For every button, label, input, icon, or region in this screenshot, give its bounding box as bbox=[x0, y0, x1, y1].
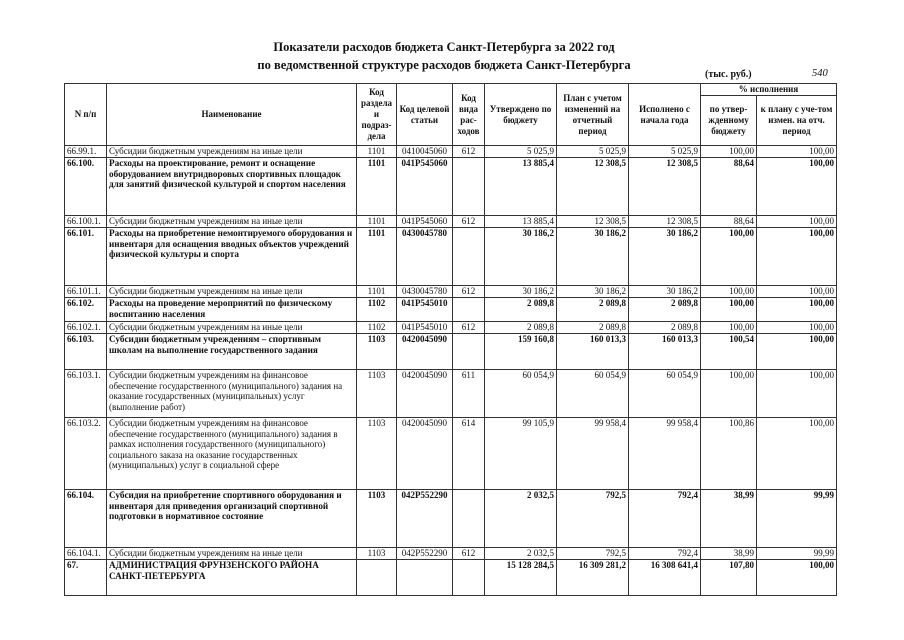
header-nn: N п/п bbox=[65, 84, 107, 146]
row-approved: 13 885,4 bbox=[485, 158, 557, 216]
document-title bbox=[0, 38, 904, 74]
row-name: Субсидия на приобретение спортивного оборудования и инвентаря для приведения организаций спортивной подготовки в нормативное состояние bbox=[107, 490, 357, 548]
table-row bbox=[65, 418, 837, 490]
row-statya-code: 042P552290 bbox=[397, 490, 453, 548]
row-pct-plan: 99,99 bbox=[757, 490, 837, 548]
row-plan: 12 308,5 bbox=[557, 216, 629, 228]
row-pct-plan: 100,00 bbox=[757, 560, 837, 596]
row-razdel-code: 1101 bbox=[357, 158, 397, 216]
header-razdel: Код раздела и подраз-дела bbox=[357, 84, 397, 146]
row-plan: 5 025,9 bbox=[557, 146, 629, 158]
row-approved: 2 089,8 bbox=[485, 322, 557, 334]
row-number: 66.101.1. bbox=[65, 286, 107, 298]
header-name: Наименование bbox=[107, 84, 357, 146]
row-vid-code: 612 bbox=[453, 146, 485, 158]
row-approved: 2 032,5 bbox=[485, 548, 557, 560]
row-number: 66.102.1. bbox=[65, 322, 107, 334]
row-name: Субсидии бюджетным учреждениям на иные цели bbox=[107, 322, 357, 334]
table-row bbox=[65, 560, 837, 596]
table-row bbox=[65, 216, 837, 228]
title-line-1: Показатели расходов бюджета Санкт-Петербурга за 2022 год bbox=[273, 40, 615, 54]
row-number: 66.100.1. bbox=[65, 216, 107, 228]
row-statya-code: 041P545060 bbox=[397, 158, 453, 216]
row-statya-code: 0410045060 bbox=[397, 146, 453, 158]
row-executed: 30 186,2 bbox=[629, 228, 701, 286]
row-approved: 15 128 284,5 bbox=[485, 560, 557, 596]
row-name: Субсидии бюджетным учреждениям на финансовое обеспечение государственного (муниципального) задания на оказание государственных (муниципальных) услуг (выполнение работ) bbox=[107, 370, 357, 418]
row-plan: 12 308,5 bbox=[557, 158, 629, 216]
row-name: Субсидии бюджетным учреждениям на финансовое обеспечение государственного (муниципального) задания в рамках исполнения государственного (муниципального) социального заказа на оказание государственных (муниципальных) услуг в социальной сфере bbox=[107, 418, 357, 490]
row-executed: 160 013,3 bbox=[629, 334, 701, 370]
header-executed: Исполнено с начала года bbox=[629, 84, 701, 146]
row-razdel-code bbox=[357, 560, 397, 596]
row-pct-approved: 38,99 bbox=[701, 548, 757, 560]
row-pct-plan: 100,00 bbox=[757, 216, 837, 228]
title-line-2: по ведомственной структуре расходов бюджета Санкт-Петербурга bbox=[257, 58, 631, 72]
row-pct-plan: 100,00 bbox=[757, 286, 837, 298]
row-executed: 99 958,4 bbox=[629, 418, 701, 490]
row-razdel-code: 1102 bbox=[357, 298, 397, 322]
budget-table bbox=[64, 83, 837, 596]
row-statya-code: 041P545060 bbox=[397, 216, 453, 228]
row-pct-approved: 88,64 bbox=[701, 158, 757, 216]
row-plan: 16 309 281,2 bbox=[557, 560, 629, 596]
row-vid-code: 612 bbox=[453, 286, 485, 298]
row-statya-code: 0430045780 bbox=[397, 228, 453, 286]
row-pct-approved: 88,64 bbox=[701, 216, 757, 228]
row-approved: 13 885,4 bbox=[485, 216, 557, 228]
row-number: 67. bbox=[65, 560, 107, 596]
row-plan: 2 089,8 bbox=[557, 322, 629, 334]
row-razdel-code: 1103 bbox=[357, 548, 397, 560]
row-statya-code: 0420045090 bbox=[397, 370, 453, 418]
header-pct-approved: по утвер-жденному бюджету bbox=[701, 96, 757, 146]
row-pct-plan: 100,00 bbox=[757, 146, 837, 158]
row-vid-code bbox=[453, 298, 485, 322]
table-row bbox=[65, 322, 837, 334]
row-razdel-code: 1101 bbox=[357, 286, 397, 298]
row-executed: 12 308,5 bbox=[629, 216, 701, 228]
row-pct-plan: 99,99 bbox=[757, 548, 837, 560]
row-plan: 792,5 bbox=[557, 490, 629, 548]
row-vid-code: 612 bbox=[453, 216, 485, 228]
row-statya-code: 0420045090 bbox=[397, 334, 453, 370]
row-vid-code: 611 bbox=[453, 370, 485, 418]
row-pct-approved: 100,00 bbox=[701, 370, 757, 418]
row-executed: 30 186,2 bbox=[629, 286, 701, 298]
header-approved: Утверждено по бюджету bbox=[485, 84, 557, 146]
row-statya-code: 041P545010 bbox=[397, 322, 453, 334]
header-statya: Код целевой статьи bbox=[397, 84, 453, 146]
row-pct-approved: 100,00 bbox=[701, 322, 757, 334]
row-plan: 2 089,8 bbox=[557, 298, 629, 322]
row-vid-code bbox=[453, 228, 485, 286]
row-executed: 5 025,9 bbox=[629, 146, 701, 158]
row-number: 66.103. bbox=[65, 334, 107, 370]
row-name: АДМИНИСТРАЦИЯ ФРУНЗЕНСКОГО РАЙОНА САНКТ-ПЕТЕРБУРГА bbox=[107, 560, 357, 596]
row-statya-code: 042P552290 bbox=[397, 548, 453, 560]
row-statya-code: 0420045090 bbox=[397, 418, 453, 490]
row-razdel-code: 1103 bbox=[357, 334, 397, 370]
row-pct-approved: 100,00 bbox=[701, 298, 757, 322]
row-approved: 99 105,9 bbox=[485, 418, 557, 490]
units-label: (тыс. руб.) bbox=[705, 69, 752, 80]
row-pct-plan: 100,00 bbox=[757, 322, 837, 334]
table-row bbox=[65, 298, 837, 322]
row-plan: 792,5 bbox=[557, 548, 629, 560]
table-row bbox=[65, 286, 837, 298]
row-approved: 60 054,9 bbox=[485, 370, 557, 418]
row-approved: 2 089,8 bbox=[485, 298, 557, 322]
row-razdel-code: 1101 bbox=[357, 228, 397, 286]
table-header bbox=[65, 84, 837, 146]
row-number: 66.103.2. bbox=[65, 418, 107, 490]
row-pct-approved: 100,00 bbox=[701, 228, 757, 286]
row-executed: 12 308,5 bbox=[629, 158, 701, 216]
row-executed: 16 308 641,4 bbox=[629, 560, 701, 596]
row-pct-approved: 100,00 bbox=[701, 146, 757, 158]
row-pct-plan: 100,00 bbox=[757, 228, 837, 286]
row-executed: 2 089,8 bbox=[629, 298, 701, 322]
table-body bbox=[65, 146, 837, 596]
row-number: 66.100. bbox=[65, 158, 107, 216]
row-pct-approved: 100,00 bbox=[701, 286, 757, 298]
row-pct-plan: 100,00 bbox=[757, 334, 837, 370]
row-approved: 30 186,2 bbox=[485, 286, 557, 298]
header-plan: План с учетом изменений на отчетный период bbox=[557, 84, 629, 146]
row-vid-code: 614 bbox=[453, 418, 485, 490]
table-row bbox=[65, 334, 837, 370]
header-pct-plan: к плану с уче-том измен. на отч. период bbox=[757, 96, 837, 146]
row-pct-plan: 100,00 bbox=[757, 370, 837, 418]
row-razdel-code: 1103 bbox=[357, 370, 397, 418]
row-number: 66.103.1. bbox=[65, 370, 107, 418]
row-number: 66.99.1. bbox=[65, 146, 107, 158]
row-name: Субсидии бюджетным учреждениям – спортивным школам на выполнение государственного задания bbox=[107, 334, 357, 370]
table-row bbox=[65, 146, 837, 158]
row-executed: 60 054,9 bbox=[629, 370, 701, 418]
row-number: 66.104. bbox=[65, 490, 107, 548]
row-statya-code: 0430045780 bbox=[397, 286, 453, 298]
row-name: Субсидии бюджетным учреждениям на иные цели bbox=[107, 146, 357, 158]
row-name: Субсидии бюджетным учреждениям на иные цели bbox=[107, 216, 357, 228]
row-pct-plan: 100,00 bbox=[757, 418, 837, 490]
row-approved: 5 025,9 bbox=[485, 146, 557, 158]
row-razdel-code: 1103 bbox=[357, 418, 397, 490]
row-razdel-code: 1103 bbox=[357, 490, 397, 548]
row-pct-plan: 100,00 bbox=[757, 298, 837, 322]
row-pct-approved: 38,99 bbox=[701, 490, 757, 548]
table-row bbox=[65, 228, 837, 286]
row-vid-code bbox=[453, 334, 485, 370]
row-pct-approved: 100,54 bbox=[701, 334, 757, 370]
row-vid-code bbox=[453, 158, 485, 216]
row-name: Расходы на проведение мероприятий по физическому воспитанию населения bbox=[107, 298, 357, 322]
row-executed: 2 089,8 bbox=[629, 322, 701, 334]
row-statya-code bbox=[397, 560, 453, 596]
page-number: 540 bbox=[812, 68, 828, 79]
row-pct-approved: 100,86 bbox=[701, 418, 757, 490]
row-razdel-code: 1102 bbox=[357, 322, 397, 334]
table-row bbox=[65, 158, 837, 216]
row-executed: 792,4 bbox=[629, 548, 701, 560]
row-name: Субсидии бюджетным учреждениям на иные цели bbox=[107, 286, 357, 298]
row-plan: 30 186,2 bbox=[557, 286, 629, 298]
row-approved: 2 032,5 bbox=[485, 490, 557, 548]
row-razdel-code: 1101 bbox=[357, 216, 397, 228]
row-plan: 160 013,3 bbox=[557, 334, 629, 370]
row-vid-code: 612 bbox=[453, 548, 485, 560]
row-statya-code: 041P545010 bbox=[397, 298, 453, 322]
row-name: Расходы на приобретение немонтируемого оборудования и инвентаря для оснащения вводных объектов учреждений физической культуры и спорта bbox=[107, 228, 357, 286]
table-row bbox=[65, 370, 837, 418]
row-approved: 159 160,8 bbox=[485, 334, 557, 370]
row-plan: 30 186,2 bbox=[557, 228, 629, 286]
row-name: Расходы на проектирование, ремонт и оснащение оборудованием внутридворовых спортивных площадок для занятий физической культурой и спортом населения bbox=[107, 158, 357, 216]
row-pct-plan: 100,00 bbox=[757, 158, 837, 216]
row-number: 66.102. bbox=[65, 298, 107, 322]
row-pct-approved: 107,80 bbox=[701, 560, 757, 596]
row-name: Субсидии бюджетным учреждениям на иные цели bbox=[107, 548, 357, 560]
row-vid-code bbox=[453, 560, 485, 596]
table-row bbox=[65, 548, 837, 560]
row-plan: 60 054,9 bbox=[557, 370, 629, 418]
row-vid-code bbox=[453, 490, 485, 548]
row-executed: 792,4 bbox=[629, 490, 701, 548]
row-number: 66.101. bbox=[65, 228, 107, 286]
header-percent-group: % исполнения bbox=[701, 84, 837, 96]
table-row bbox=[65, 490, 837, 548]
header-vid: Код вида рас-ходов bbox=[453, 84, 485, 146]
row-vid-code: 612 bbox=[453, 322, 485, 334]
row-approved: 30 186,2 bbox=[485, 228, 557, 286]
row-razdel-code: 1101 bbox=[357, 146, 397, 158]
row-plan: 99 958,4 bbox=[557, 418, 629, 490]
row-number: 66.104.1. bbox=[65, 548, 107, 560]
